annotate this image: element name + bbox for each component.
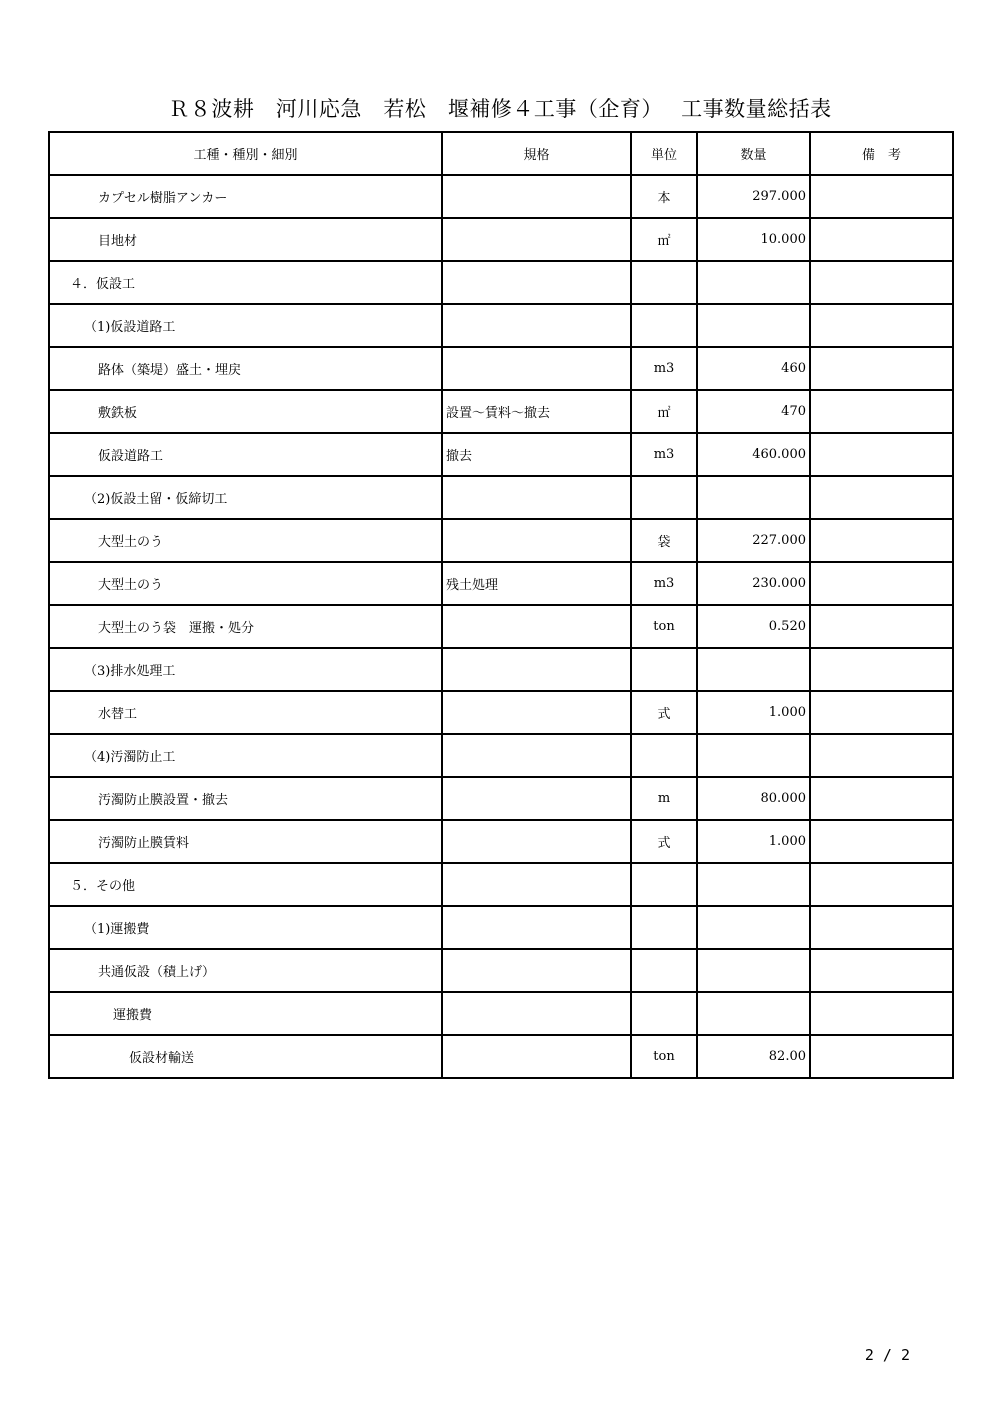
table-row — [49, 906, 953, 949]
row-item-cell: （1)仮設道路工 — [49, 304, 442, 347]
row-item-cell: ５．その他 — [49, 863, 442, 906]
table-row — [49, 648, 953, 691]
row-unit-cell: 式 — [631, 820, 697, 863]
row-note-cell — [810, 390, 953, 433]
row-spec-cell — [442, 175, 631, 218]
header-note: 備 考 — [810, 132, 953, 175]
row-note-cell — [810, 992, 953, 1035]
table-row — [49, 691, 953, 734]
table-row — [49, 820, 953, 863]
header-qty: 数量 — [697, 132, 810, 175]
row-spec-cell — [442, 949, 631, 992]
table-row — [49, 562, 953, 605]
row-qty-cell — [697, 261, 810, 304]
row-spec-cell: 設置～賃料～撤去 — [442, 390, 631, 433]
row-qty-cell: 1.000 — [697, 691, 810, 734]
row-qty-cell — [697, 648, 810, 691]
row-qty-cell — [697, 476, 810, 519]
quantity-summary-table — [48, 131, 954, 1079]
row-note-cell — [810, 648, 953, 691]
row-item-cell: 汚濁防止膜賃料 — [49, 820, 442, 863]
row-spec-cell: 撤去 — [442, 433, 631, 476]
table-header-row — [49, 132, 953, 175]
table-row — [49, 992, 953, 1035]
row-note-cell — [810, 734, 953, 777]
row-qty-cell: 227.000 — [697, 519, 810, 562]
table-row — [49, 605, 953, 648]
row-unit-cell: ㎡ — [631, 390, 697, 433]
row-note-cell — [810, 261, 953, 304]
row-item-cell: 大型土のう — [49, 519, 442, 562]
row-note-cell — [810, 777, 953, 820]
row-note-cell — [810, 906, 953, 949]
row-spec-cell — [442, 648, 631, 691]
row-spec-cell: 残土処理 — [442, 562, 631, 605]
row-spec-cell — [442, 691, 631, 734]
row-item-cell: ４．仮設工 — [49, 261, 442, 304]
row-unit-cell: m — [631, 777, 697, 820]
table-row — [49, 949, 953, 992]
table-row — [49, 1035, 953, 1078]
document-title: Ｒ８波耕 河川応急 若松 堰補修４工事（企育） 工事数量総括表 — [168, 97, 832, 121]
row-spec-cell — [442, 347, 631, 390]
row-qty-cell — [697, 949, 810, 992]
row-item-cell: 仮設道路工 — [49, 433, 442, 476]
row-qty-cell — [697, 906, 810, 949]
header-spec: 規格 — [442, 132, 631, 175]
row-unit-cell — [631, 304, 697, 347]
table-row — [49, 218, 953, 261]
table-row — [49, 734, 953, 777]
table-row — [49, 777, 953, 820]
row-item-cell: （3)排水処理工 — [49, 648, 442, 691]
row-spec-cell — [442, 992, 631, 1035]
row-note-cell — [810, 304, 953, 347]
row-spec-cell — [442, 476, 631, 519]
row-spec-cell — [442, 218, 631, 261]
row-qty-cell: 80.000 — [697, 777, 810, 820]
row-spec-cell — [442, 1035, 631, 1078]
row-unit-cell — [631, 863, 697, 906]
row-unit-cell — [631, 648, 697, 691]
row-qty-cell — [697, 992, 810, 1035]
row-note-cell — [810, 691, 953, 734]
row-unit-cell: 袋 — [631, 519, 697, 562]
row-unit-cell — [631, 992, 697, 1035]
table-row — [49, 433, 953, 476]
row-item-cell: 水替工 — [49, 691, 442, 734]
row-spec-cell — [442, 734, 631, 777]
row-item-cell: 路体（築堤）盛土・埋戻 — [49, 347, 442, 390]
row-note-cell — [810, 347, 953, 390]
row-unit-cell: ㎡ — [631, 218, 697, 261]
row-qty-cell: 230.000 — [697, 562, 810, 605]
row-spec-cell — [442, 261, 631, 304]
table-row — [49, 863, 953, 906]
row-note-cell — [810, 218, 953, 261]
table-row — [49, 261, 953, 304]
row-unit-cell — [631, 476, 697, 519]
table-row — [49, 476, 953, 519]
row-qty-cell: 297.000 — [697, 175, 810, 218]
row-spec-cell — [442, 820, 631, 863]
table-row — [49, 347, 953, 390]
row-unit-cell: m3 — [631, 347, 697, 390]
row-qty-cell: 1.000 — [697, 820, 810, 863]
table-row — [49, 390, 953, 433]
row-unit-cell: m3 — [631, 433, 697, 476]
row-spec-cell — [442, 863, 631, 906]
row-item-cell: カプセル樹脂アンカー — [49, 175, 442, 218]
page-number: 2 / 2 — [864, 1346, 910, 1364]
row-spec-cell — [442, 519, 631, 562]
row-note-cell — [810, 863, 953, 906]
row-note-cell — [810, 949, 953, 992]
row-qty-cell: 82.00 — [697, 1035, 810, 1078]
row-note-cell — [810, 1035, 953, 1078]
row-item-cell: 大型土のう袋 運搬・処分 — [49, 605, 442, 648]
row-qty-cell: 10.000 — [697, 218, 810, 261]
header-item: 工種・種別・細別 — [49, 132, 442, 175]
row-item-cell: （1)運搬費 — [49, 906, 442, 949]
row-unit-cell: 本 — [631, 175, 697, 218]
row-spec-cell — [442, 304, 631, 347]
row-unit-cell: 式 — [631, 691, 697, 734]
row-unit-cell: m3 — [631, 562, 697, 605]
row-unit-cell — [631, 734, 697, 777]
row-item-cell: 仮設材輸送 — [49, 1035, 442, 1078]
row-qty-cell: 0.520 — [697, 605, 810, 648]
row-unit-cell: ton — [631, 605, 697, 648]
table-row — [49, 519, 953, 562]
row-note-cell — [810, 519, 953, 562]
row-qty-cell — [697, 304, 810, 347]
row-item-cell: 運搬費 — [49, 992, 442, 1035]
row-unit-cell: ton — [631, 1035, 697, 1078]
row-qty-cell — [697, 863, 810, 906]
row-item-cell: 汚濁防止膜設置・撤去 — [49, 777, 442, 820]
row-item-cell: 共通仮設（積上げ） — [49, 949, 442, 992]
row-note-cell — [810, 175, 953, 218]
row-item-cell: 敷鉄板 — [49, 390, 442, 433]
row-qty-cell: 460.000 — [697, 433, 810, 476]
row-unit-cell — [631, 949, 697, 992]
row-note-cell — [810, 433, 953, 476]
row-spec-cell — [442, 777, 631, 820]
row-unit-cell — [631, 261, 697, 304]
table-row — [49, 175, 953, 218]
row-item-cell: （4)汚濁防止工 — [49, 734, 442, 777]
header-unit: 単位 — [631, 132, 697, 175]
row-note-cell — [810, 820, 953, 863]
row-item-cell: 目地材 — [49, 218, 442, 261]
row-item-cell: 大型土のう — [49, 562, 442, 605]
table-row — [49, 304, 953, 347]
row-item-cell: （2)仮設土留・仮締切工 — [49, 476, 442, 519]
row-spec-cell — [442, 605, 631, 648]
row-note-cell — [810, 476, 953, 519]
row-spec-cell — [442, 906, 631, 949]
row-unit-cell — [631, 906, 697, 949]
row-qty-cell: 460 — [697, 347, 810, 390]
row-note-cell — [810, 562, 953, 605]
row-note-cell — [810, 605, 953, 648]
row-qty-cell: 470 — [697, 390, 810, 433]
row-qty-cell — [697, 734, 810, 777]
